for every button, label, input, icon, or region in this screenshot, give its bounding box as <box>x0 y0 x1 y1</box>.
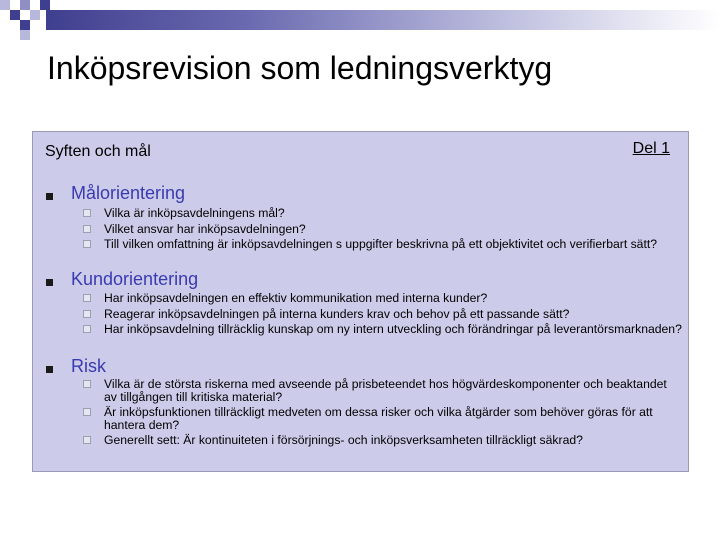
list-item: Reagerar inköpsavdelningen på interna kunders krav och behov på ett passande sätt? <box>83 308 683 321</box>
title-bar-gradient <box>46 10 720 30</box>
checkbox-bullet-icon <box>83 325 91 333</box>
section-title: Kundorientering <box>71 269 199 289</box>
square-bullet-icon <box>46 366 53 373</box>
section-items <box>83 378 683 450</box>
list-item: Vilket ansvar har inköpsavdelningen? <box>83 223 683 236</box>
slide-title: Inköpsrevision som ledningsverktyg <box>47 50 553 86</box>
list-item: Är inköpsfunktionen tillräckligt medveten om dessa risker och vilka åtgärder som behöver göras för att hantera dem? <box>83 406 683 431</box>
checkbox-bullet-icon <box>83 408 91 416</box>
list-item: Har inköpsavdelning tillräcklig kunskap om ny intern utveckling och förändringar på leverantörsmarknaden? <box>83 323 683 336</box>
checkbox-bullet-icon <box>83 225 91 233</box>
list-item: Generellt sett: Är kontinuiteten i försörjnings- och inköpsverksamheten tillräckligt säkrad? <box>83 434 683 447</box>
section-items <box>83 292 683 339</box>
list-item: Till vilken omfattning är inköpsavdelningen s uppgifter beskrivna på ett objektivitet och verifierbart sätt? <box>83 238 683 251</box>
checkbox-bullet-icon <box>83 310 91 318</box>
section-items <box>83 207 683 254</box>
checkbox-bullet-icon <box>83 209 91 217</box>
checkbox-bullet-icon <box>83 380 91 388</box>
checkbox-bullet-icon <box>83 294 91 302</box>
checkbox-bullet-icon <box>83 436 91 444</box>
list-item: Vilka är inköpsavdelningens mål? <box>83 207 683 220</box>
panel-heading: Syften och mål <box>45 143 151 160</box>
square-bullet-icon <box>46 279 53 286</box>
part-label: Del 1 <box>632 140 670 157</box>
list-item: Vilka är de största riskerna med avseende på prisbeteendet hos högvärdeskomponenter och beaktandet av tillgången till kritiska material? <box>83 378 683 403</box>
section-title: Risk <box>71 356 106 376</box>
content-panel <box>32 131 689 472</box>
checkbox-bullet-icon <box>83 240 91 248</box>
square-bullet-icon <box>46 193 53 200</box>
section-title: Målorientering <box>71 183 186 203</box>
list-item: Har inköpsavdelningen en effektiv kommunikation med interna kunder? <box>83 292 683 305</box>
